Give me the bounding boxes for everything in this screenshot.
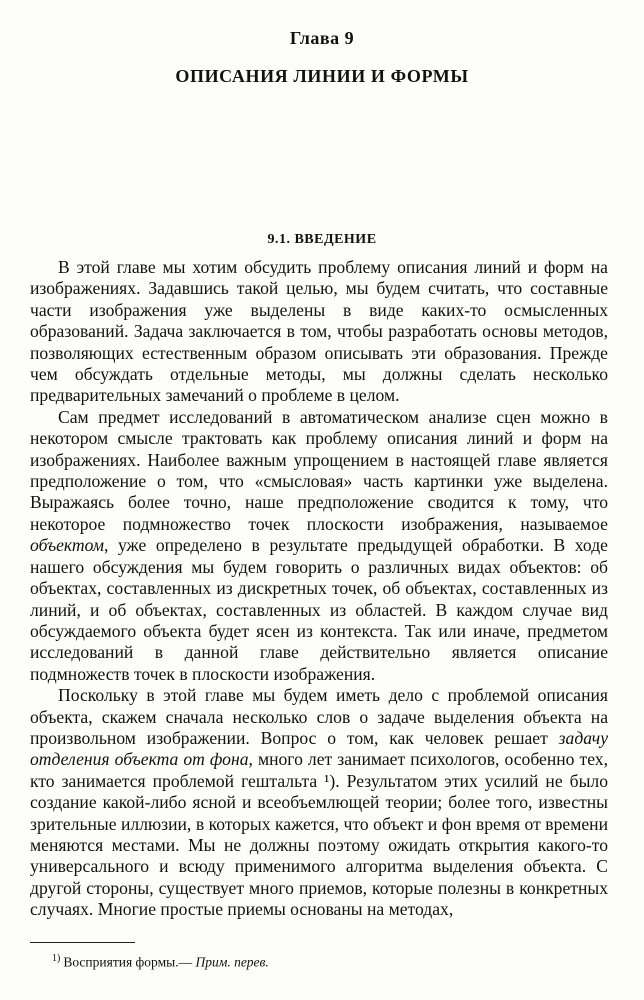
paragraph-1: В этой главе мы хотим обсудить проблему описания линий и форм на изображениях. Задавшись такой целью, мы будем считать, что составные части изображения уже выделены в виде каких-то осмысленных образований. Задача заключается в том, чтобы разработать основы методов, позволяющих естественным образом описывать эти образования. Прежде чем обсуждать отдельные методы, мы должны сделать несколько предварительных замечаний о проблеме в целом. bbox=[30, 257, 608, 406]
term-figure-ground: задачу отделения объекта от фона bbox=[30, 727, 608, 770]
chapter-label: Глава 9 bbox=[289, 28, 355, 48]
section-title: 9.1. ВВЕДЕНИЕ bbox=[267, 232, 377, 247]
paragraph-2-text-b: , уже определено в результате предыдущей обработки. В ходе нашего обсуждения мы будем говорить о различных видах объектов: об объектах, составленных из дискретных точек, об объектах, составленных из линий, и об объектах, составленных из областей. В каждом случае вид обсуждаемого объекта будет ясен из контекста. Так или иначе, предметом исследований в данной главе действительно является описание подмножеств точек в плоскости изображения. bbox=[30, 535, 608, 684]
footnote-text: Восприятия формы.— bbox=[63, 954, 196, 970]
body-text bbox=[30, 257, 608, 921]
paragraph-2 bbox=[30, 407, 608, 685]
footnote bbox=[52, 950, 602, 972]
paragraph-3-text-b: , много лет занимает психологов, особенно тех, кто занимается проблемой гештальта ¹). Результатом этих усилий не было создание какой-либо ясной и всеобъемлющей теории; более того, известны зрительные иллюзии, в которых кажется, что объект и фон время от времени меняются местами. Мы не должны поэтому ожидать открытия какого-то универсального и всюду применимого алгоритма выделения объекта. С другой стороны, существует много приемов, которые полезны в конкретных случаях. Многие простые приемы основаны на методах, bbox=[30, 749, 608, 920]
paragraph-3 bbox=[30, 685, 608, 920]
term-object: объектом bbox=[30, 535, 104, 556]
footnote-mark: 1) bbox=[52, 953, 61, 964]
chapter-title: ОПИСАНИЯ ЛИНИИ И ФОРМЫ bbox=[175, 66, 469, 86]
footnote-translator-note: Прим. перев. bbox=[195, 954, 269, 970]
footnote-divider bbox=[30, 942, 135, 943]
paragraph-2-text-a: Сам предмет исследований в автоматическом анализе сцен можно в некотором смысле трактовать как проблему описания линий и форм на изображениях. Наиболее важным упрощением в настоящей главе является предположение о том, что «смысловая» часть картинки уже выделена. Выражаясь более точно, наше предположение сводится к тому, что некоторое подмножество точек плоскости изображения, называемое bbox=[30, 406, 608, 534]
paragraph-3-text-a: Поскольку в этой главе мы будем иметь дело с проблемой описания объекта, скажем сначала несколько слов о задаче выделения объекта на произвольном изображении. Вопрос о том, как человек решает bbox=[30, 685, 608, 748]
